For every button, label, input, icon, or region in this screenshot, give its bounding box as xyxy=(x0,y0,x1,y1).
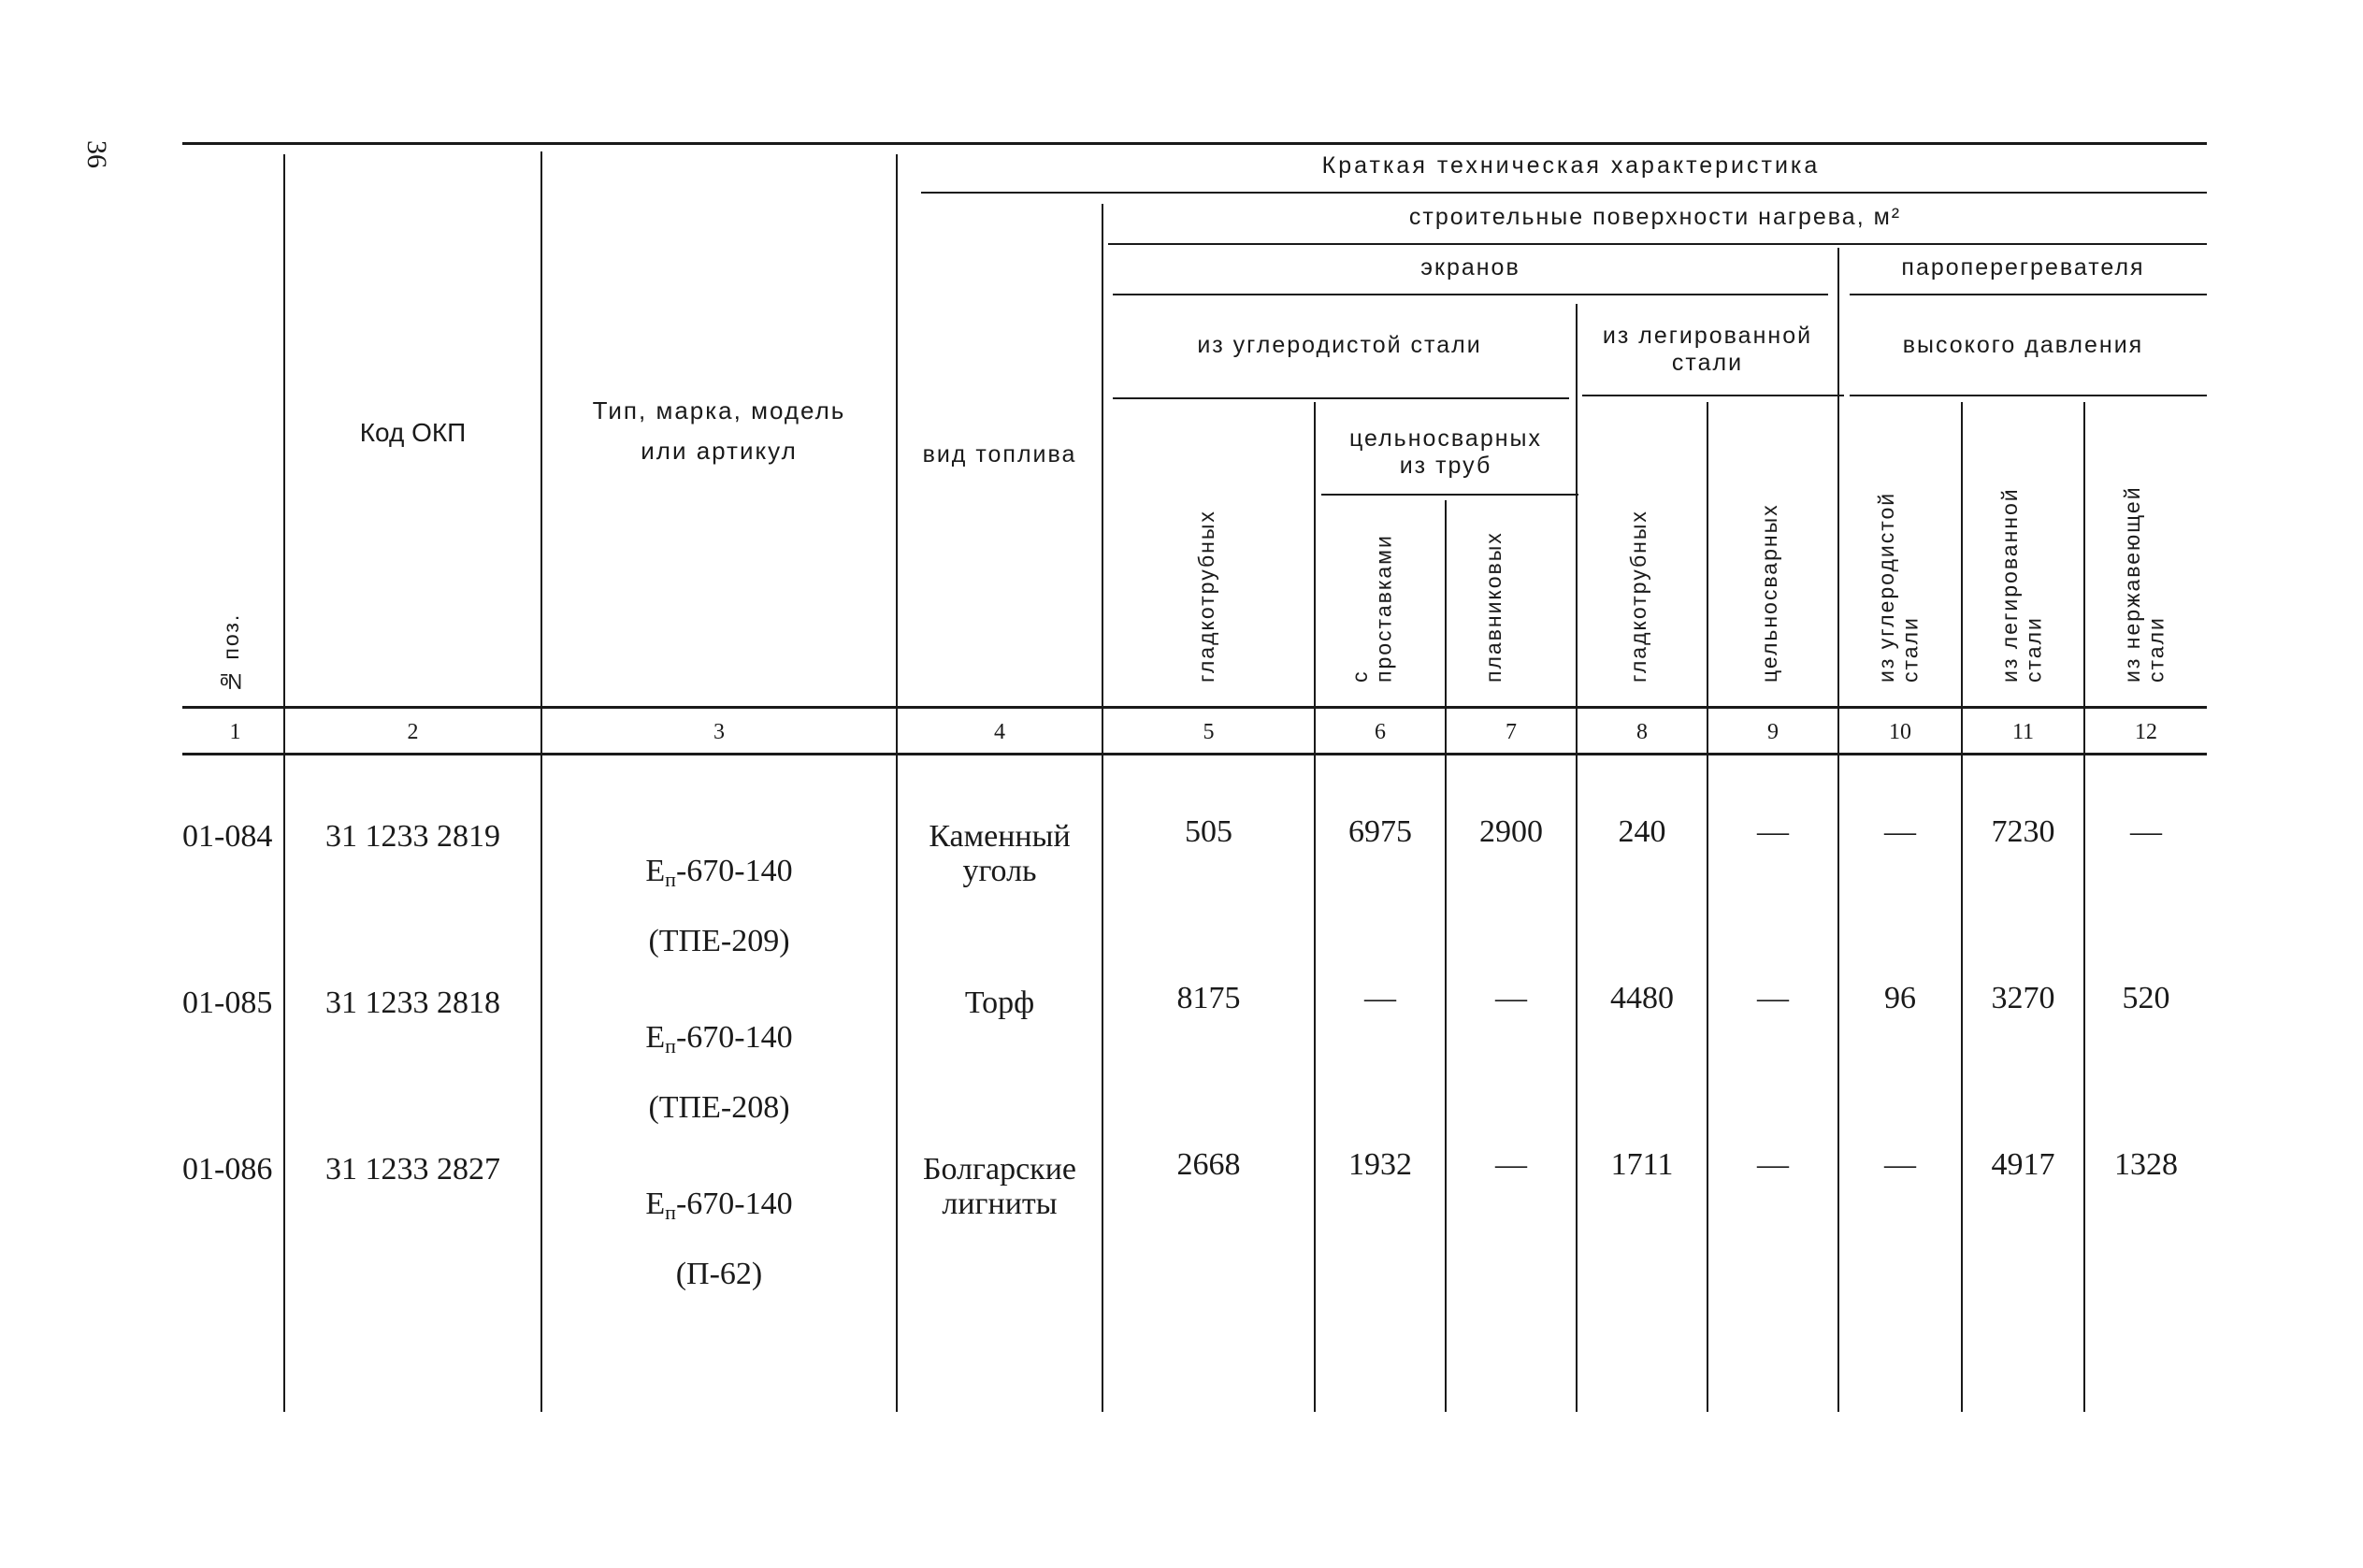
okp-cell: 31 1233 2818 xyxy=(325,985,500,1020)
header-col6: с проставками xyxy=(1347,534,1396,683)
col-number: 6 xyxy=(1375,720,1386,744)
type-prefix: Е xyxy=(645,853,666,888)
type-rest: -670-140 xyxy=(675,1186,793,1221)
value-cell: 520 xyxy=(2122,981,2170,1015)
header-group-brief: Краткая техническая характеристика xyxy=(1321,152,1821,179)
col-number: 3 xyxy=(713,720,725,744)
pos-cell: 01-086 xyxy=(182,1152,273,1187)
type-model: (П-62) xyxy=(675,1257,763,1292)
type-prefix: Е xyxy=(645,1019,666,1055)
rule-brief xyxy=(921,192,2207,194)
vline-4 xyxy=(1102,204,1103,1412)
okp-cell: 31 1233 2819 xyxy=(325,819,500,854)
type-model: (ТПЕ-208) xyxy=(648,1090,790,1126)
vline-10 xyxy=(1961,402,1963,1412)
value-cell: — xyxy=(1884,1147,1916,1182)
header-bottom-rule xyxy=(182,706,2207,709)
fuel-cell: Торф xyxy=(964,985,1035,1020)
value-cell: 7230 xyxy=(1991,814,2055,849)
value-cell: 1932 xyxy=(1348,1147,1412,1182)
type-model: (ТПЕ-209) xyxy=(648,924,790,959)
rule-high-pressure xyxy=(1850,395,2207,396)
value-cell: 4917 xyxy=(1991,1147,2055,1182)
value-cell: 2668 xyxy=(1176,1147,1241,1182)
value-cell: — xyxy=(1364,981,1396,1015)
header-col11: из легированной стали xyxy=(1997,487,2046,683)
vline-5 xyxy=(1314,402,1316,1412)
rule-screens xyxy=(1113,294,1828,295)
header-col7: плавниковых xyxy=(1481,531,1506,683)
rule-carbon xyxy=(1113,397,1569,399)
col-number: 7 xyxy=(1506,720,1517,744)
pos-cell: 01-084 xyxy=(182,819,273,854)
header-group-welded-pipes: цельносварных из труб xyxy=(1348,425,1543,479)
value-cell: 3270 xyxy=(1991,981,2055,1015)
type-cell xyxy=(542,986,896,1126)
value-cell: 96 xyxy=(1884,981,1916,1015)
rule-alloy xyxy=(1582,395,1844,396)
type-rest: -670-140 xyxy=(675,853,793,888)
col-number: 4 xyxy=(994,720,1005,744)
header-group-carbon: из углеродистой стали xyxy=(1197,332,1482,358)
numbers-bottom-rule xyxy=(182,753,2207,755)
col-number: 2 xyxy=(407,720,419,744)
value-cell: — xyxy=(1495,981,1527,1015)
header-col2: Код ОКП xyxy=(359,418,467,447)
rule-surfaces xyxy=(1108,243,2207,245)
header-col4: вид топлива xyxy=(922,441,1077,468)
header-col1: № поз. xyxy=(219,612,243,694)
col-number: 5 xyxy=(1203,720,1215,744)
value-cell: — xyxy=(1757,981,1789,1015)
vline-3 xyxy=(896,154,898,1412)
value-cell: 4480 xyxy=(1610,981,1674,1015)
type-cell xyxy=(542,820,896,959)
value-cell: 240 xyxy=(1618,814,1666,849)
vline-1 xyxy=(283,154,285,1412)
fuel-cell: Болгарские лигниты xyxy=(923,1152,1076,1221)
rule-superheater xyxy=(1850,294,2207,295)
header-group-surfaces: строительные поверхности нагрева, м² xyxy=(1408,204,1902,230)
header-col10: из углеродистой стали xyxy=(1874,491,1923,683)
vline-6 xyxy=(1445,500,1447,1412)
vline-7 xyxy=(1576,304,1578,1412)
value-cell: — xyxy=(1884,814,1916,849)
vline-8 xyxy=(1707,402,1708,1412)
header-col9: цельносварных xyxy=(1757,503,1781,683)
col-number: 9 xyxy=(1767,720,1779,744)
type-subscript: п xyxy=(665,1200,676,1224)
header-col12: из нержавеющей стали xyxy=(2120,485,2168,683)
value-cell: 2900 xyxy=(1479,814,1543,849)
value-cell: 1328 xyxy=(2114,1147,2178,1182)
pos-cell: 01-085 xyxy=(182,985,273,1020)
value-cell: — xyxy=(2130,814,2162,849)
col-number: 1 xyxy=(229,720,241,744)
top-rule xyxy=(182,142,2207,145)
value-cell: — xyxy=(1757,1147,1789,1182)
value-cell: 505 xyxy=(1185,814,1232,849)
value-cell: 1711 xyxy=(1610,1147,1674,1182)
vline-11 xyxy=(2083,402,2085,1412)
value-cell: — xyxy=(1757,814,1789,849)
col-number: 8 xyxy=(1636,720,1648,744)
type-rest: -670-140 xyxy=(675,1019,793,1055)
col-number: 11 xyxy=(2011,720,2035,744)
header-col3: Тип, марка, модель или артикул xyxy=(592,396,846,465)
value-cell: 8175 xyxy=(1176,981,1241,1015)
header-group-screens: экранов xyxy=(1420,254,1520,281)
header-group-alloy: из легированной стали xyxy=(1602,323,1813,376)
type-cell xyxy=(542,1153,896,1292)
header-group-superheater: пароперегревателя xyxy=(1901,254,2145,281)
col-number: 12 xyxy=(2135,720,2157,744)
type-subscript: п xyxy=(665,867,676,891)
value-cell: 6975 xyxy=(1348,814,1412,849)
okp-cell: 31 1233 2827 xyxy=(325,1152,500,1187)
value-cell: — xyxy=(1495,1147,1527,1182)
type-prefix: Е xyxy=(645,1186,666,1221)
page-number: 36 xyxy=(81,140,112,168)
header-group-high-pressure: высокого давления xyxy=(1902,332,2144,358)
type-subscript: п xyxy=(665,1033,676,1057)
fuel-cell: Каменный уголь xyxy=(929,819,1071,888)
header-col5: гладкотрубных xyxy=(1194,510,1218,683)
col-number: 10 xyxy=(1889,720,1911,744)
header-col8: гладкотрубных xyxy=(1626,510,1650,683)
rule-welded xyxy=(1321,494,1578,496)
